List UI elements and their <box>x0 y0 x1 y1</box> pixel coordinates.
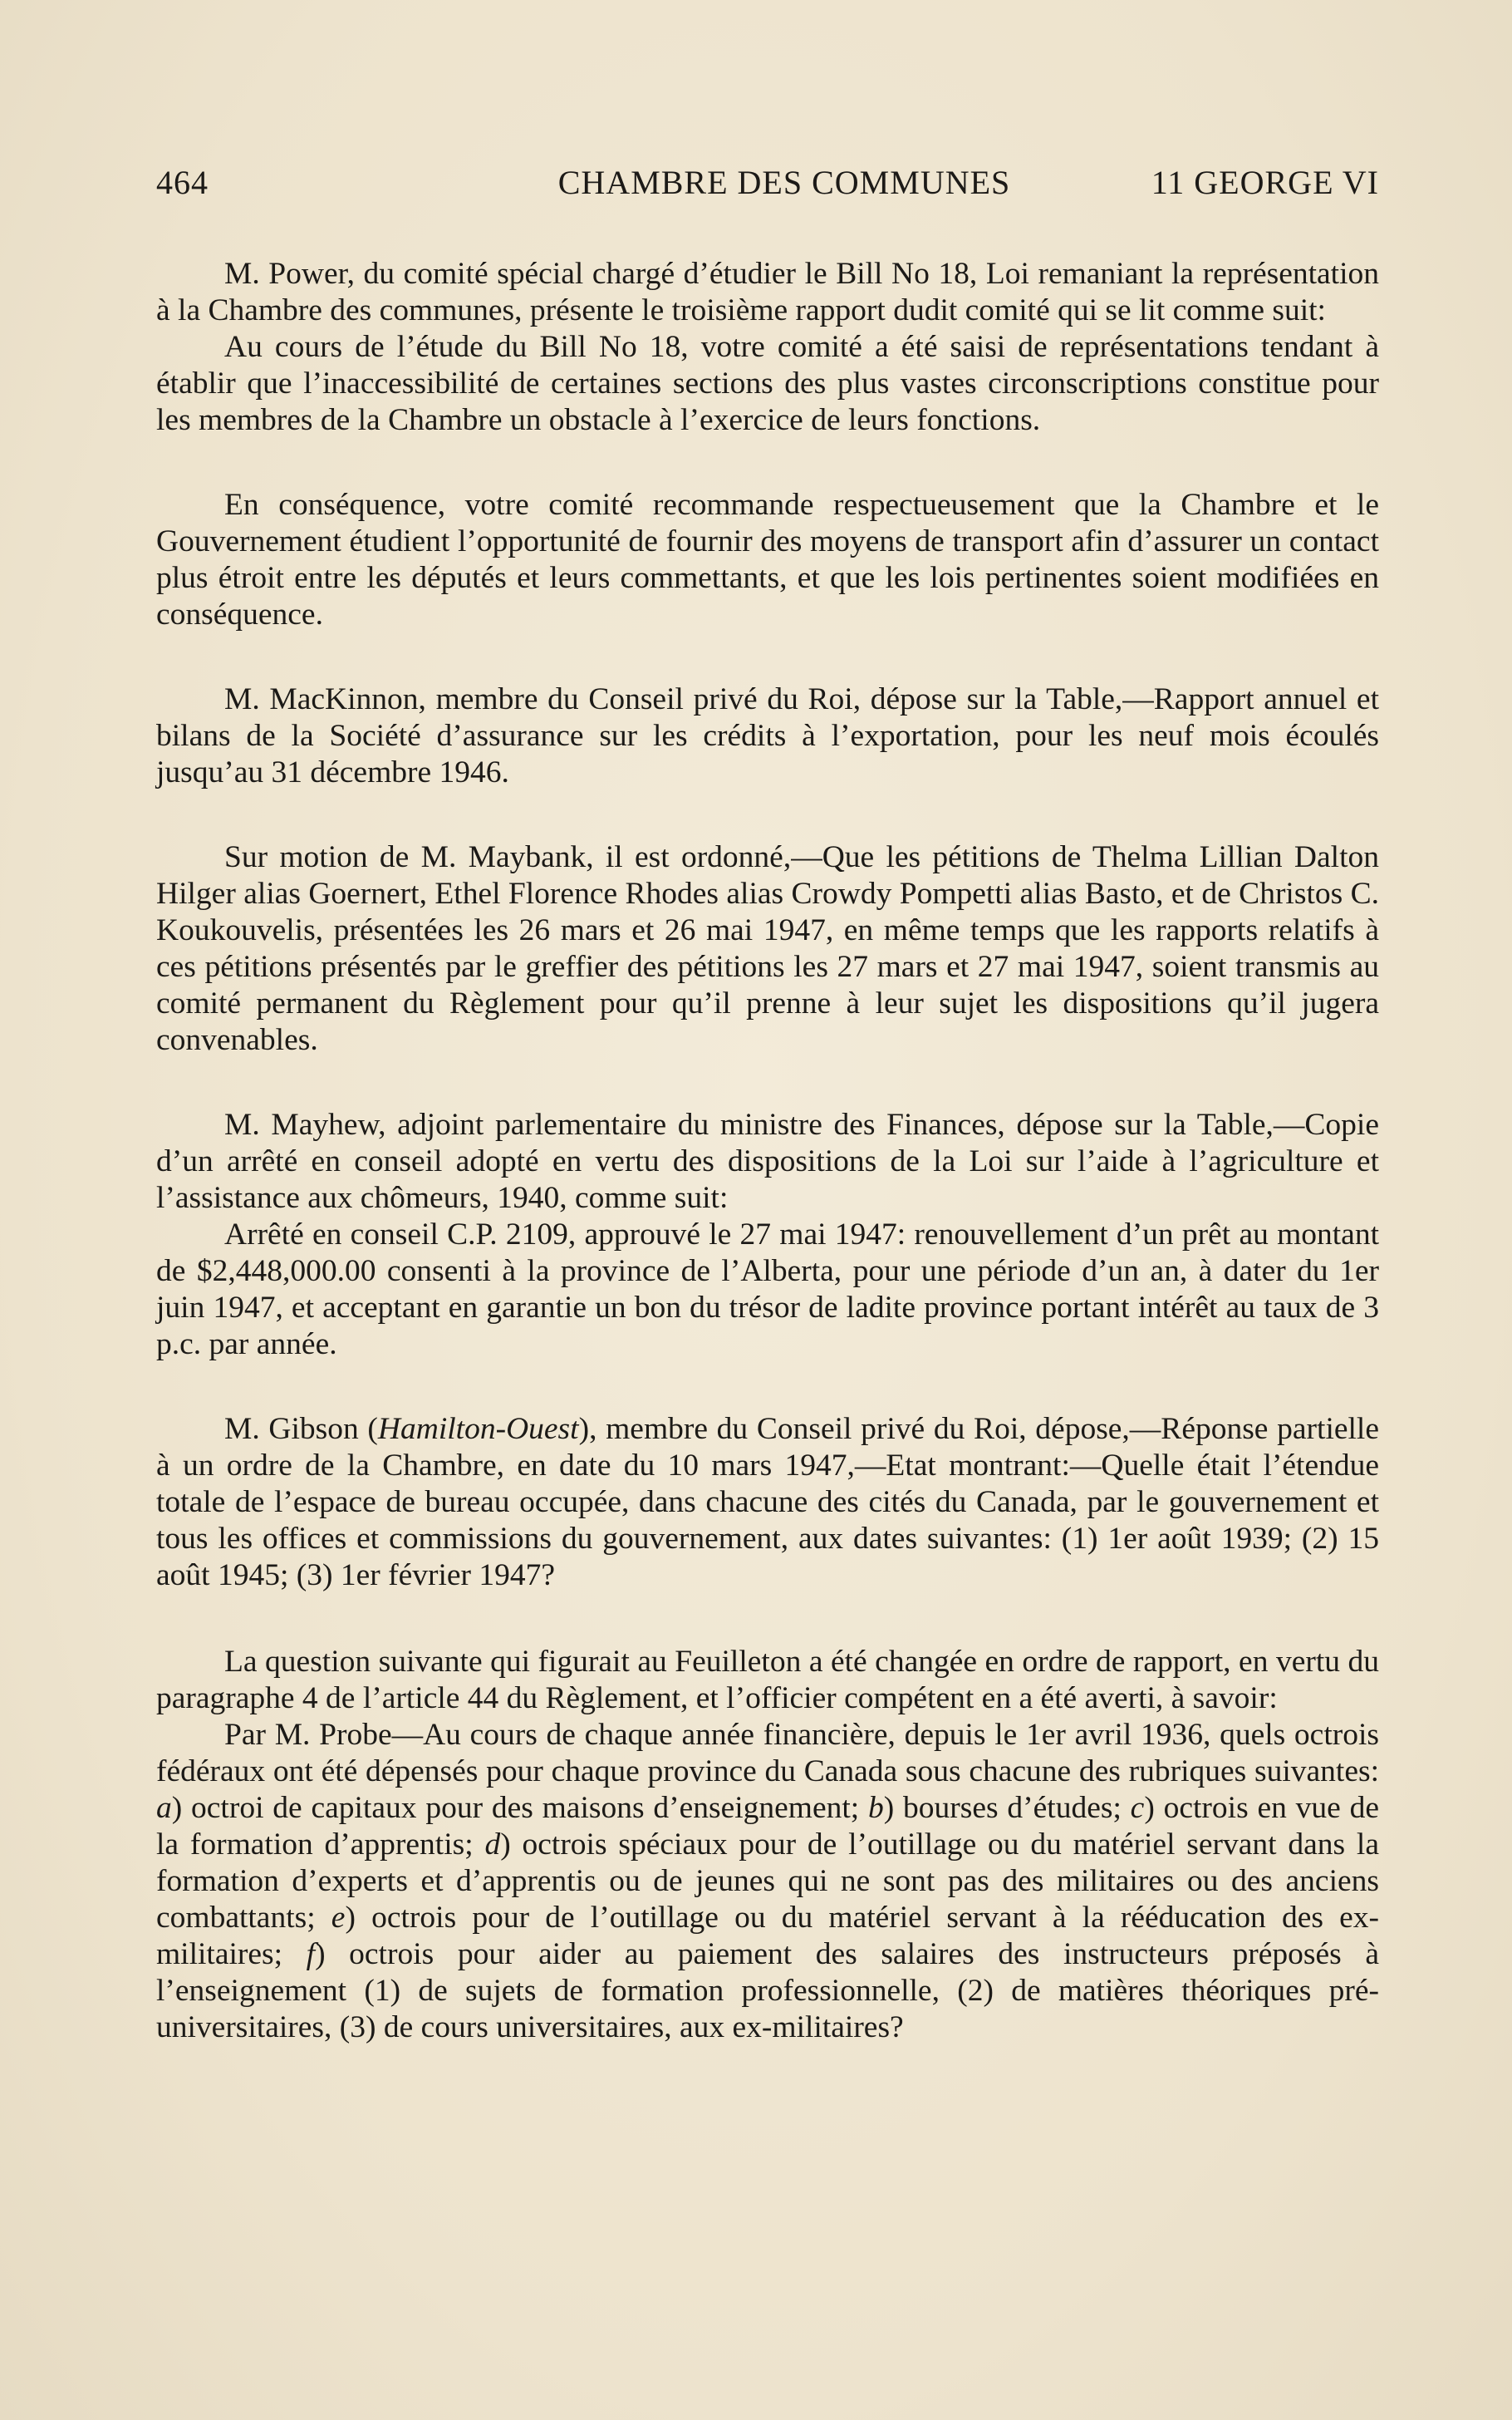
probe-item-e: e <box>331 1901 346 1935</box>
paragraph-recommendation: En conséquence, votre comité recommande respectueusement que la Chambre et le Gouvernement étudient l’opportunité de fournir des moyens de transport afin d’assurer un contact plus étroit entre les députés et leurs commettants, et que les lois pertinentes soient modifiées en conséquence. <box>156 488 1379 632</box>
probe-text-c: ) bourses d’études; <box>883 1791 1131 1825</box>
probe-text-d: ) octrois en vue de la formation d’apprentis; <box>156 1791 1380 1862</box>
paragraph-question-changed: La question suivante qui figurait au Feuilleton a été changée en ordre de rapport, en vertu du paragraphe 4 de l’article 44 du Règlement, et l’officier compétent en a été averti, à savoir: <box>156 1645 1379 1715</box>
gibson-riding: Hamilton-Ouest <box>377 1412 579 1446</box>
probe-text-a: Par M. Probe—Au cours de chaque année financière, depuis le 1er avril 1936, quels octrois fédéraux ont été dépensés pour chaque province du Canada sous chacune des rubriques suivantes: <box>156 1718 1379 1788</box>
probe-item-f: f <box>306 1937 316 1971</box>
probe-item-d: d <box>484 1827 501 1862</box>
paragraph-report-text: Au cours de l’étude du Bill No 18, votre comité a été saisi de représentations tendant à établir que l’inaccessibilité de certaines sections des plus vastes circonscriptions constitue pour les membres de la Chambre un obstacle à l’exercice de leurs fonctions. <box>156 330 1379 437</box>
paragraph-gibson <box>156 1411 1379 1594</box>
paragraph-mayhew: M. Mayhew, adjoint parlementaire du ministre des Finances, dépose sur la Table,—Copie d’un arrêté en conseil adopté en vertu des dispositions de la Loi sur l’aide à l’agriculture et l’assistance aux chômeurs, 1940, comme suit: <box>156 1108 1379 1215</box>
paragraph-probe-question <box>156 1717 1379 2046</box>
probe-item-c: c <box>1130 1791 1145 1825</box>
page-number: 464 <box>156 164 209 201</box>
probe-item-b: b <box>868 1791 884 1825</box>
probe-text-b: ) octroi de capitaux pour des maisons d’enseignement; <box>171 1791 868 1825</box>
running-title: CHAMBRE DES COMMUNES <box>557 164 1011 201</box>
gibson-text-start: M. Gibson ( <box>224 1412 378 1446</box>
paragraph-maybank-motion: Sur motion de M. Maybank, il est ordonné,—Que les pétitions de Thelma Lillian Dalton Hilger alias Goernert, Ethel Florence Rhodes alias Crowdy Pompetti alias Basto, et de Christos C. Koukouvelis, présentées les 26 mars et 26 mai 1947, en même temps que les rapports relatifs à ces pétitions présentés par le greffier des pétitions les 27 mars et 27 mai 1947, soient transmis au comité permanent du Règlement pour qu’il prenne à leur sujet les dispositions qu’il jugera convenables. <box>156 840 1379 1057</box>
probe-text-e: ) octrois spéciaux pour de l’outillage ou du matériel servant dans la formation d’experts et d’apprentis ou de jeunes qui ne sont pas des militaires ou des anciens combattants; <box>156 1827 1379 1935</box>
paragraph-power-report: M. Power, du comité spécial chargé d’étudier le Bill No 18, Loi remaniant la représentation à la Chambre des communes, présente le troisième rapport dudit comité qui se lit comme suit: <box>156 257 1379 327</box>
probe-item-a: a <box>156 1791 172 1825</box>
probe-text-g: ) octrois pour aider au paiement des salaires des instructeurs préposés à l’enseignement (1) de sujets de formation professionnelle, (2) de matières théoriques pré-universitaires, (3) de cours universitaires, aux ex-militaires? <box>156 1937 1379 2044</box>
page-body <box>156 256 1379 2046</box>
probe-text-f: ) octrois pour de l’outillage ou du matériel servant à la rééducation des ex-militaires; <box>156 1901 1380 1971</box>
paragraph-order-in-council: Arrêté en conseil C.P. 2109, approuvé le 27 mai 1947: renouvellement d’un prêt au montant de $2,448,000.00 consenti à la province de l’Alberta, pour une période d’un an, à dater du 1er juin 1947, et acceptant en garantie un bon du trésor de ladite province portant intérêt au taux de 3 p.c. par année. <box>156 1217 1379 1361</box>
gibson-text-rest: ), membre du Conseil privé du Roi, dépose,—Réponse partielle à un ordre de la Chambre, en date du 10 mars 1947,—Etat montrant:—Quelle était l’étendue totale de l’espace de bureau occupée, dans chacune des cités du Canada, par le gouvernement et tous les offices et commissions du gouvernement, aux dates suivantes: (1) 1er août 1939; (2) 15 août 1945; (3) 1er février 1947? <box>156 1412 1379 1592</box>
paragraph-mackinnon: M. MacKinnon, membre du Conseil privé du Roi, dépose sur la Table,—Rapport annuel et bilans de la Société d’assurance sur les crédits à l’exportation, pour les neuf mois écoulés jusqu’au 31 décembre 1946. <box>156 682 1379 789</box>
page-header <box>156 163 1379 213</box>
regnal-year: 11 GEORGE VI <box>1151 164 1379 201</box>
